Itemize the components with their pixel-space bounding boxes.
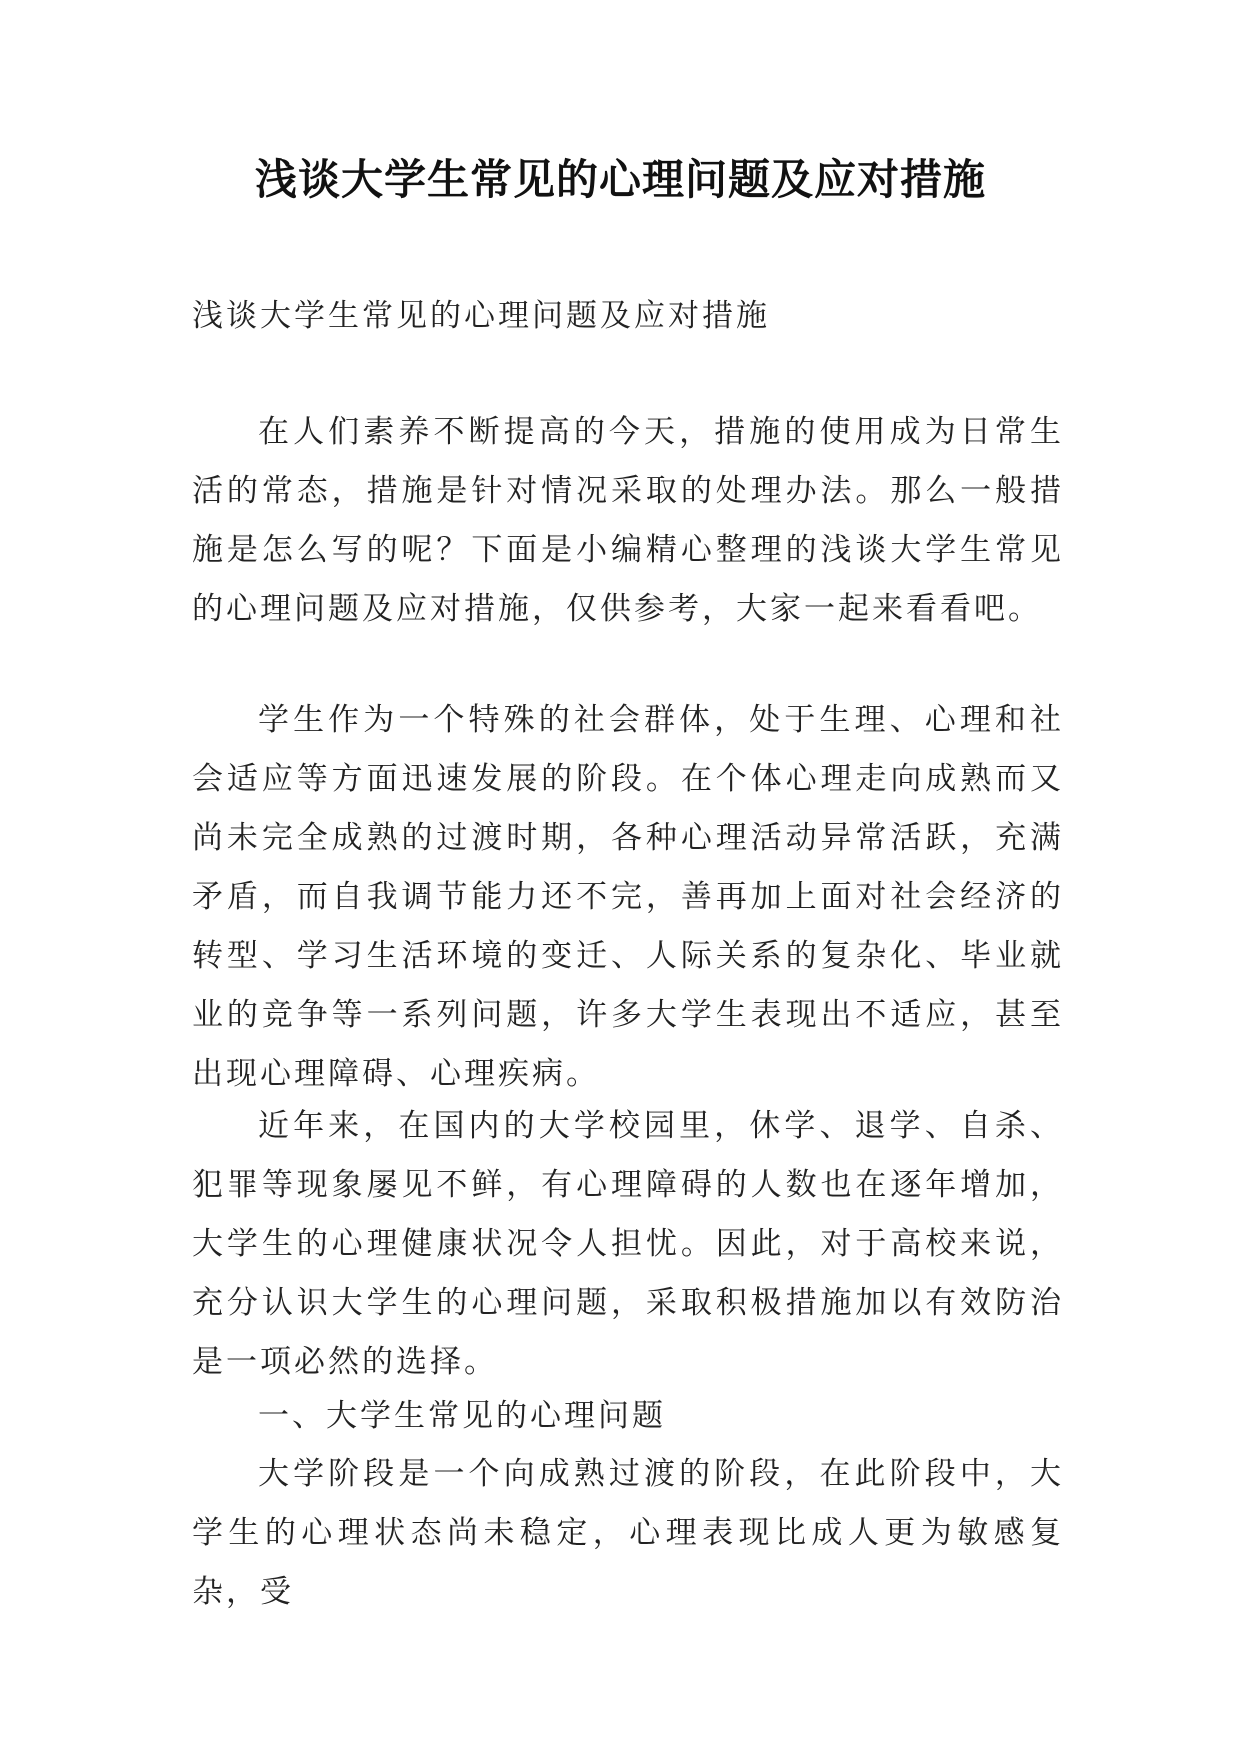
paragraph-university-stage: 大学阶段是一个向成熟过渡的阶段，在此阶段中，大学生的心理状态尚未稳定，心理表现比成人更为敏感复杂，受	[192, 1456, 1064, 1610]
document-title: 浅谈大学生常见的心理问题及应对措施	[254, 155, 986, 204]
intro-paragraph: 在人们素养不断提高的今天，措施的使用成为日常生活的常态，措施是针对情况采取的处理办法。那么一般措施是怎么写的呢？下面是小编精心整理的浅谈大学生常见的心理问题及应对措施，仅供参考，大家一起来看看吧。	[192, 414, 1064, 627]
document-subtitle: 浅谈大学生常见的心理问题及应对措施	[192, 298, 770, 334]
paragraph-student-group: 学生作为一个特殊的社会群体，处于生理、心理和社会适应等方面迅速发展的阶段。在个体心理走向成熟而又尚未完全成熟的过渡时期，各种心理活动异常活跃，充满矛盾，而自我调节能力还不完，善再加上面对社会经济的转型、学习生活环境的变迁、人际关系的复杂化、毕业就业的竞争等一系列问题，许多大学生表现出不适应，甚至出现心理障碍、心理疾病。	[192, 702, 1064, 1092]
paragraph-recent-years: 近年来，在国内的大学校园里，休学、退学、自杀、犯罪等现象屡见不鲜，有心理障碍的人数也在逐年增加，大学生的心理健康状况令人担忧。因此，对于高校来说，充分认识大学生的心理问题，采取积极措施加以有效防治是一项必然的选择。	[192, 1108, 1064, 1380]
section-heading-common-problems: 一、大学生常见的心理问题	[258, 1398, 666, 1434]
